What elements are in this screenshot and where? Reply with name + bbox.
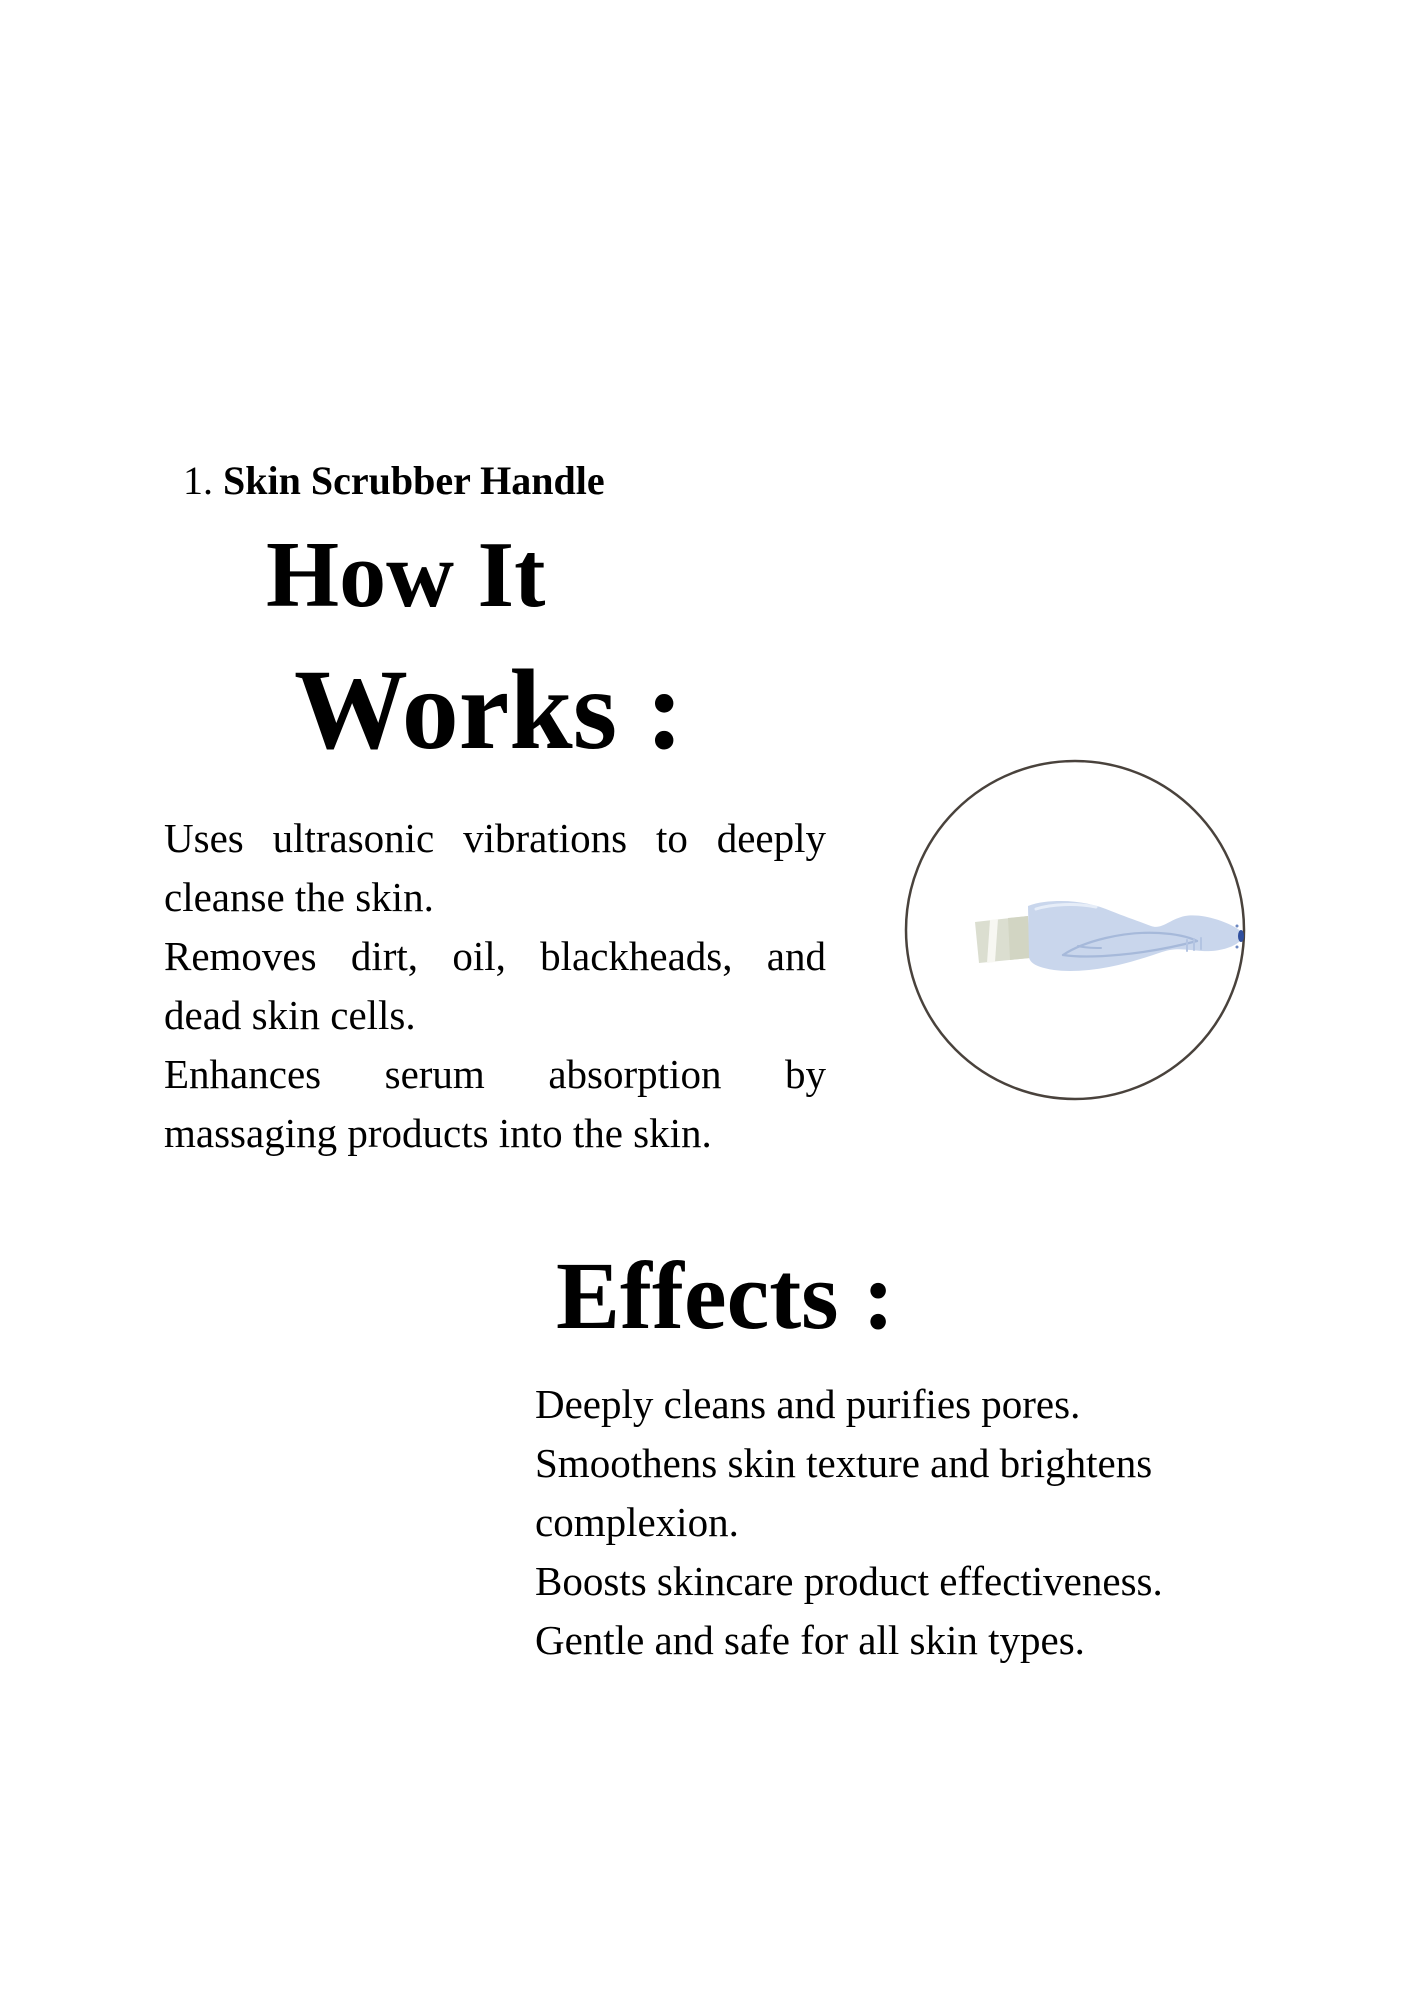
list-number: 1. (183, 458, 213, 503)
paragraph-line: Removes dirt, oil, blackheads, and (164, 933, 826, 979)
paragraph-line: Deeply cleans and purifies pores. (535, 1381, 1081, 1427)
product-figure (904, 759, 1246, 1101)
skin-scrubber-device-photo (975, 901, 1244, 971)
list-title: Skin Scrubber Handle (223, 458, 605, 503)
paragraph-line: Enhances serum absorption by (164, 1051, 826, 1097)
device-blade-shade (1008, 916, 1030, 960)
paragraph-line: Smoothens skin texture and brightens (535, 1440, 1153, 1486)
device-tip-dot-top (1236, 925, 1239, 928)
how-it-works-heading (266, 510, 684, 780)
paragraph-line: Gentle and safe for all skin types. (535, 1617, 1085, 1663)
device-tip-connector (1238, 930, 1244, 942)
how-heading-line2: Works : (294, 646, 684, 773)
paragraph-line: complexion. (535, 1499, 739, 1545)
paragraph-line: massaging products into the skin. (164, 1110, 712, 1156)
device-tip-dot-bottom (1236, 946, 1239, 949)
paragraph-line: dead skin cells. (164, 992, 416, 1038)
paragraph-line: cleanse the skin. (164, 874, 434, 920)
device-body (1028, 901, 1242, 971)
effects-paragraph (535, 1375, 1295, 1670)
effects-heading: Effects : (556, 1242, 895, 1349)
paragraph-line: Boosts skincare product effectiveness. (535, 1558, 1163, 1604)
how-heading-line1: How It (266, 523, 546, 627)
section-heading (183, 457, 605, 505)
paragraph-line: Uses ultrasonic vibrations to deeply (164, 815, 826, 861)
how-it-works-paragraph (164, 809, 826, 1163)
